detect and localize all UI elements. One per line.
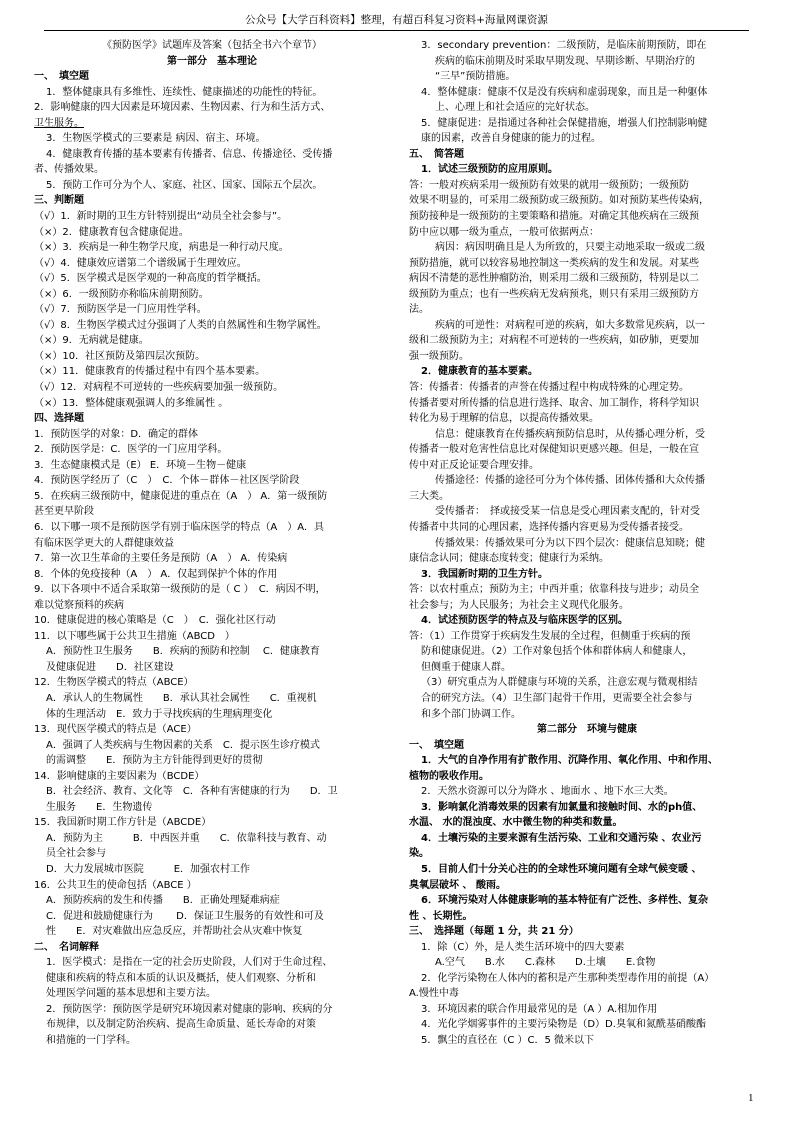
- right-column: [409, 38, 765, 1049]
- left-text-line: D．大力发展城市医院 E．加强农村工作: [46, 863, 251, 875]
- left-text-line: 2．影响健康的四大因素是环境因素、生物因素、行为和生活方式、: [34, 102, 331, 114]
- right-text-line: 2．天然水资源可以分为降水 、地面水 、地下水三大类。: [421, 786, 674, 798]
- right-text-line: 信息：健康教育在传播疾病预防信息时，从传播心理分析，受: [435, 428, 705, 440]
- left-text-line: B．社会经济、教育、文化等 C．各种有害健康的行为 D．卫: [46, 786, 338, 798]
- left-text-line: 3．生态健康模式是（E） E．环境－生物－健康: [34, 459, 247, 471]
- right-text-line: A.慢性中毒: [409, 988, 459, 1000]
- left-text-line: 处理医学问题的基本思想和主要方法。: [46, 988, 216, 1000]
- right-text-line: 传中对正反论证要合理安排。: [409, 459, 539, 471]
- right-text-line: 康信念认同；健康态度转变；健康行为采纳。: [409, 553, 609, 565]
- left-text-line: 1．医学模式：是指在一定的社会历史阶段，人们对于生命过程、: [46, 957, 333, 969]
- right-text-line: 病因不清楚的恶性肿瘤防治，则采用二级和三级预防，特别是以二: [409, 273, 699, 285]
- right-text-line: 3．环境因素的联合作用最常见的是（A ）A.相加作用: [421, 1003, 658, 1015]
- right-text-line: 5．目前人们十分关心注的的全球性环境问题有全球气候变暖 、: [421, 863, 702, 875]
- right-text-line: 传播者中共同的心理因素，选择传播内容更易为受传播者接受。: [409, 521, 689, 533]
- left-text-line: （×）9．无病就是健康。: [34, 335, 149, 347]
- right-text-line: 和多个部门协调工作。: [421, 708, 521, 720]
- left-text-line: A．预防为主 B．中西医并重 C．依靠科技与教育、动: [46, 832, 327, 844]
- right-text-line: 法。: [409, 304, 429, 316]
- left-text-line: 9．以下各项中不适合采取第一级预防的是（ C ） C．病因不明，: [34, 584, 326, 596]
- right-text-line: 植物的吸收作用。: [409, 770, 489, 782]
- left-text-line: （√）12．对病程不可逆转的一些疾病要加强一级预防。: [34, 382, 284, 394]
- left-text-line: 11．以下哪些属于公共卫生措施（ABCD ）: [34, 630, 235, 642]
- left-text-line: 有临床医学更大的人群健康效益: [34, 537, 174, 549]
- left-text-line: 5．在疾病三级预防中，健康促进的重点在（A ） A．第一级预防: [34, 490, 328, 502]
- right-text-line: 疾病的临床前期及时采取早期发现、早期诊断、早期治疗的: [435, 55, 695, 67]
- left-text-line: （√）4．健康效应谱第二个谱级属于生理效应。: [34, 257, 247, 269]
- right-text-line: 康的因素，改善自身健康的能力的过程。: [421, 133, 601, 145]
- page-header: 公众号【大学百科资料】整理，有超百科复习资料+海量网课资源: [44, 10, 749, 31]
- left-text-line: 5．预防工作可分为个人、家庭、社区、国家、国际五个层次。: [46, 179, 323, 191]
- right-text-line: 转化为易于理解的信息，以提高传播效果。: [409, 413, 599, 425]
- left-text-line: 难以觉察预料的疾病: [34, 599, 124, 611]
- right-text-line: 社会参与；为人民服务；为社会主义现代化服务。: [409, 599, 629, 611]
- page-number: 1: [748, 1092, 754, 1104]
- left-text-line: （×）3．疾病是一种生物学尺度，病患是一种行动尺度。: [34, 242, 289, 254]
- right-text-line: 5．健康促进：是指通过各种社会保健措施，增强人们控制影响健: [421, 117, 708, 129]
- left-text-line: （×）11．健康教育的传播过程中有四个基本要素。: [34, 366, 266, 378]
- left-text-line: （×）13．整体健康观强调人的多维属性 。: [34, 397, 229, 409]
- right-text-line: 传播途径：传播的途径可分为个体传播、团体传播和大众传播: [435, 475, 705, 487]
- left-text-line: 6．以下哪一项不是预防医学有别于临床医学的特点（A ）A．具: [34, 521, 325, 533]
- left-text-line: 健康和疾病的特点和本质的认识及概括，使人们观察、分析和: [46, 972, 316, 984]
- right-text-line: 传播者一般对危害性信息比对保健知识更感兴趣。但是，一般在宣: [409, 444, 699, 456]
- left-text-line: 4．预防医学经历了（C ） C．个体－群体－社区医学阶段: [34, 475, 300, 487]
- left-text-line: 一、 填空题: [34, 71, 89, 83]
- left-text-line: 三、判断题: [34, 195, 84, 207]
- right-text-line: “三早”预防措施。: [435, 71, 516, 83]
- left-text-line: A．预防性卫生服务 B．疾病的预防和控制 C．健康教育: [46, 646, 320, 658]
- left-text-line: C．促进和鼓励健康行为 D．保证卫生服务的有效性和可及: [46, 910, 324, 922]
- right-text-line: 4．试述预防医学的特点及与临床医学的区别。: [421, 615, 628, 627]
- right-text-line: 第二部分 环境与健康: [537, 724, 637, 736]
- left-text-line: 员全社会参与: [46, 848, 106, 860]
- left-text-line: 四、选择题: [34, 413, 84, 425]
- right-text-line: 合的研究方法。（4）卫生部门起骨干作用，更需要全社会参与: [421, 692, 693, 704]
- left-text-line: 16．公共卫生的使命包括（ABCE ）: [34, 879, 197, 891]
- left-text-line: （×）2．健康教育包含健康促进。: [34, 226, 189, 238]
- right-text-line: 预防措施，就可以较容易地控制这一类疾病的发生和发展。对某些: [409, 257, 699, 269]
- left-text-line: （×）10．社区预防及第四层次预防。: [34, 350, 206, 362]
- left-text-line: 8．个体的免疫接种（A ） A．仅起到保护个体的作用: [34, 568, 278, 580]
- right-text-line: 一、 填空题: [409, 739, 464, 751]
- left-text-line: 《预防医学》试题库及答案（包括全书六个章节）: [102, 40, 322, 51]
- left-text-line: （√）5．医学模式是医学观的一种高度的哲学概括。: [34, 273, 267, 285]
- left-text-line: A．预防疾病的发生和传播 B．正确处理疑难病症: [46, 895, 280, 907]
- right-text-line: 传播效果：传播效果可分为以下四个层次：健康信息知晓；健: [435, 537, 705, 549]
- right-text-line: 防中应以哪一级为重点，一般可依据两点：: [409, 226, 599, 238]
- right-text-line: 1．试述三级预防的应用原则。: [421, 164, 558, 176]
- right-text-line: 上、心理上和社会适应的完好状态。: [435, 102, 595, 114]
- left-text-line: （√）8．生物医学模式过分强调了人类的自然属性和生物学属性。: [34, 319, 327, 331]
- left-text-line: （×）6．一级预防亦称临床前期预防。: [34, 288, 209, 300]
- left-text-line: 1．整体健康具有多维性、连续性、健康描述的功能性的特征。: [46, 86, 323, 98]
- right-text-line: 4．土壤污染的主要来源有生活污染、工业和交通污染 、农业污: [421, 832, 702, 844]
- left-text-line: 12．生物医学模式的特点（ABCE）: [34, 677, 194, 689]
- right-text-line: 答：以农村重点；预防为主；中西并重；依靠科技与进步；动员全: [409, 584, 699, 596]
- left-column: [34, 38, 390, 1049]
- right-text-line: 3．我国新时期的卫生方针。: [421, 568, 548, 580]
- right-text-line: 答：（1）工作贯穿于疾病发生发展的全过程，但侧重于疾病的预: [409, 630, 691, 642]
- right-text-line: 2．健康教育的基本要素。: [421, 366, 538, 378]
- right-text-line: 强一级预防。: [409, 350, 469, 362]
- right-text-line: 病因：病因明确且是人为所致的，只要主动地采取一级或二级: [435, 242, 705, 254]
- left-text-line: 7．第一次卫生革命的主要任务是预防（A ） A．传染病: [34, 553, 288, 565]
- right-text-line: （3）研究重点为人群健康与环境的关系，注意宏观与微观相结: [421, 677, 698, 689]
- left-text-line: 体的生理活动 E．致力于寻找疾病的生理病理变化: [46, 708, 273, 720]
- left-text-line: 14．影响健康的主要因素为（BCDE）: [34, 770, 205, 782]
- right-text-line: 受传播者： 择或接受某一信息是受心理因素支配的，针对受: [435, 506, 700, 518]
- left-text-line: 布规律，以及制定防治疾病、提高生命质量、延长寿命的对策: [46, 1019, 316, 1031]
- right-text-line: 效果不明显的，可采用二级预防或三级预防。如对预防某些传染病，: [409, 195, 709, 207]
- right-text-line: 3．secondary prevention：二级预防，是临床前期预防，即在: [421, 40, 707, 51]
- left-text-line: 二、 名词解释: [34, 941, 99, 953]
- left-text-line: A．强调了人类疾病与生物因素的关系 C．提示医生诊疗模式: [46, 739, 320, 751]
- right-text-line: 但侧重于健康人群。: [421, 661, 511, 673]
- left-text-line: 及健康促进 D．社区建设: [46, 661, 174, 673]
- right-text-line: 4．整体健康：健康不仅是没有疾病和虚弱现象，而且是一种躯体: [421, 86, 708, 98]
- right-text-line: 6．环境污染对人体健康影响的基本特征有广泛性、多样性、复杂: [421, 895, 708, 907]
- right-text-line: 答：一般对疾病采用一级预防有效果的就用一级预防；一级预防: [409, 179, 689, 191]
- right-text-line: 答：传播者：传播者的声誉在传播过程中构成特殊的心理定势。: [409, 382, 689, 394]
- left-text-line: 性 E．对灾难做出应急反应，并帮助社会从灾难中恢复: [46, 926, 303, 938]
- right-text-line: 3．影响氯化消毒效果的因素有加氯量和接触时间、水的ph值、: [421, 801, 703, 813]
- right-text-line: 4．光化学烟雾事件的主要污染物是（D）D.臭氧和氮酰基硝酸酯: [421, 1019, 706, 1031]
- left-text-line: 和措施的一门学科。: [46, 1035, 136, 1046]
- left-text-line: 4．健康教育传播的基本要素有传播者、信息、传播途径、受传播: [46, 148, 333, 160]
- right-text-line: 1．大气的自净作用有扩散作用、沉降作用、氧化作用、中和作用、: [421, 755, 718, 767]
- right-text-line: 防和健康促进。（2）工作对象包括个体和群体病人和健康人，: [421, 646, 693, 658]
- right-text-line: 级预防为重点；也有一些疾病无发病预兆，则只有采用三级预防方: [409, 288, 699, 300]
- left-text-line: 10．健康促进的核心策略是（C ） C．强化社区行动: [34, 615, 276, 627]
- left-text-line: 13．现代医学模式的特点是（ACE）: [34, 724, 197, 736]
- right-text-line: A.空气 B.水 C.森林 D.土壤 E.食物: [435, 957, 656, 969]
- right-text-line: 三大类。: [409, 490, 449, 502]
- left-text-line: 的需调整 E．预防为主方针能得到更好的贯彻: [46, 755, 263, 767]
- right-text-line: 预防接种是一级预防的主要策略和措施。对确定其他疾病在三级预: [409, 211, 699, 223]
- right-text-line: 臭氧层破坏 、 酸雨。: [409, 879, 506, 891]
- left-text-line: A．承认人的生物属性 B．承认其社会属性 C．重视机: [46, 692, 317, 704]
- right-text-line: 2．化学污染物在人体内的蓄积是产生那种类型毒作用的前提（A）: [421, 972, 715, 984]
- right-text-line: 传播者要对所传播的信息进行选择、取舍、加工制作，将科学知识: [409, 397, 699, 409]
- left-text-line: 甚至更早阶段: [34, 506, 94, 518]
- left-text-line: 15．我国新时期工作方针是（ABCDE）: [34, 817, 212, 829]
- right-text-line: 水温、 水的混浊度、水中微生物的种类和数量。: [409, 817, 623, 829]
- right-text-line: 5．飘尘的直径在（C ）C．5 微米以下: [421, 1035, 595, 1046]
- right-text-line: 疾病的可逆性：对病程可逆的疾病，如大多数常见疾病，以一: [435, 319, 705, 331]
- left-text-line: （√）1．新时期的卫生方针特别提出“动员全社会参与”。: [34, 211, 288, 223]
- left-text-line: 3．生物医学模式的三要素是 病因、宿主、环境。: [46, 133, 266, 145]
- right-text-line: 染。: [409, 848, 429, 860]
- right-text-line: 性 、长期性。: [409, 910, 473, 922]
- right-text-line: 级和二级预防为主；对病程不可逆转的一些疾病，如矽肺，更要加: [409, 335, 699, 347]
- left-text-line: 2．预防医学是：C．医学的一门应用学科。: [34, 444, 228, 456]
- right-text-line: 1．除（C）外，是人类生活环境中的四大要素: [421, 941, 625, 953]
- left-text-line: （√）7．预防医学是一门应用性学科。: [34, 304, 207, 316]
- left-text-line: 第一部分 基本理论: [167, 55, 257, 67]
- left-text-line: 1．预防医学的对象：D．确定的群体: [34, 428, 199, 440]
- left-text-line: 生服务 E．生物遗传: [46, 801, 153, 813]
- left-text-line: 者、传播效果。: [34, 164, 104, 176]
- right-text-line: 五、 简答题: [409, 148, 464, 160]
- right-text-line: 三、 选择题（每题 1 分，共 21 分）: [409, 926, 579, 938]
- left-text-line: 2．预防医学：预防医学是研究环境因素对健康的影响、疾病的分: [46, 1003, 333, 1015]
- left-text-line: 卫生服务。: [34, 117, 84, 129]
